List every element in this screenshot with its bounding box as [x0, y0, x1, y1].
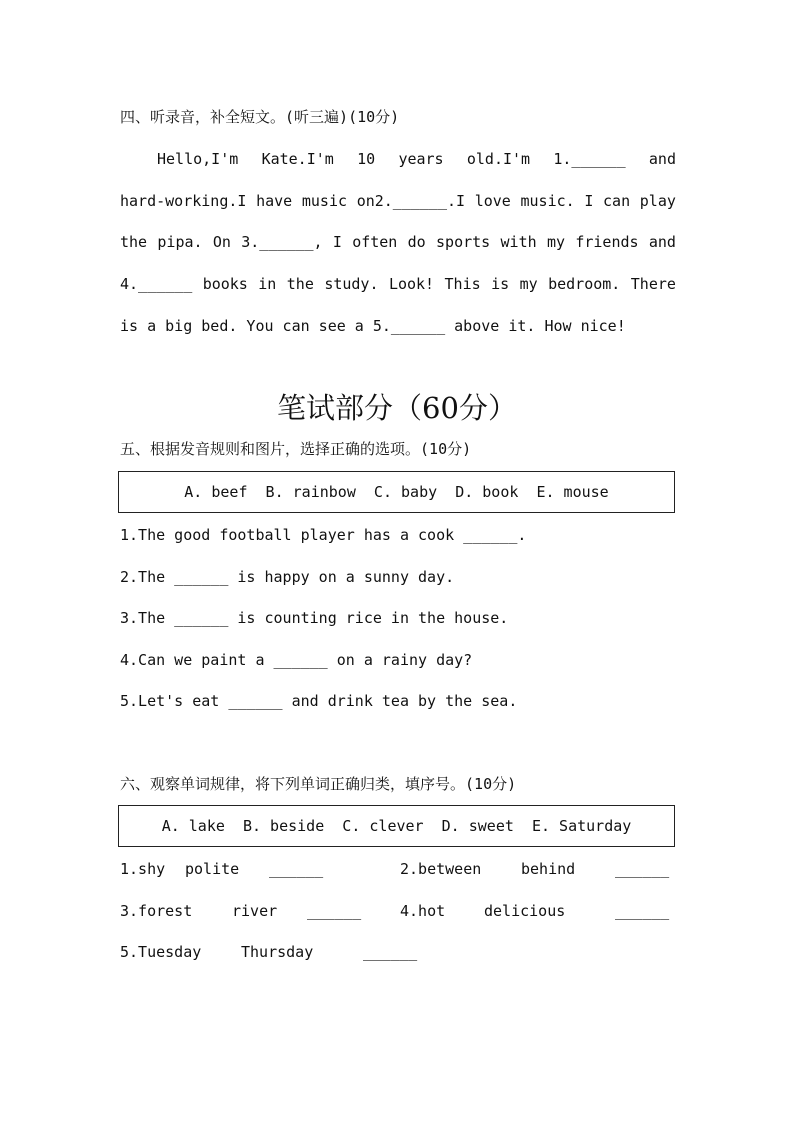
passage-word: my [519, 275, 538, 293]
section6-item-4-word2: delicious [484, 902, 566, 920]
section6-item-1-word1: 1.shy [120, 860, 166, 878]
passage-word: study. [324, 275, 379, 293]
passage-word: the [120, 233, 148, 251]
section6-item-5-word1: 5.Tuesday [120, 943, 202, 961]
written-part-heading: 笔试部分（60分） [277, 391, 517, 425]
section6-item-4-blank: ______ [615, 902, 670, 920]
blank-1: 1.______ [553, 150, 626, 168]
passage-word: and [648, 233, 676, 251]
passage-line-3 [120, 232, 676, 252]
passage-word: hard-working.I [120, 192, 247, 210]
section6-item-4-word1: 4.hot [400, 902, 446, 920]
passage-line-1 [157, 149, 676, 169]
section6-options-box: A. lake B. beside C. clever D. sweet E. Saturday [118, 805, 675, 847]
section6-item-3-blank: ______ [307, 902, 362, 920]
passage-word: Hello,I'm [157, 150, 239, 168]
passage-line-4 [120, 274, 676, 294]
section5-item-3: 3.The ______ is counting rice in the house. [120, 609, 509, 627]
passage-word: On [212, 233, 231, 251]
passage-word: friends [575, 233, 639, 251]
passage-word: music. [520, 192, 575, 210]
passage-word: books [202, 275, 248, 293]
passage-word: often [352, 233, 398, 251]
section6-item-2-word1: 2.between [400, 860, 482, 878]
passage-word: I [332, 233, 342, 251]
passage-word: I [584, 192, 594, 210]
passage-word: sports [436, 233, 491, 251]
section6-item-2-word2: behind [521, 860, 576, 878]
section6-item-2-blank: ______ [615, 860, 670, 878]
passage-word: is [491, 275, 510, 293]
section4-title: 四、听录音，补全短文。(听三遍)(10分) [120, 108, 400, 126]
passage-word: 10 [357, 150, 376, 168]
section5-options-box: A. beef B. rainbow C. baby D. book E. mouse [118, 471, 675, 513]
section6-item-1-word2: polite [185, 860, 240, 878]
passage-word: Look! [388, 275, 435, 293]
blank-4: 4.______ [120, 275, 193, 293]
passage-word: bedroom. [548, 275, 621, 293]
passage-word: have [256, 192, 293, 210]
passage-line-2 [120, 191, 676, 211]
passage-word: do [407, 233, 426, 251]
passage-word: Kate.I'm [261, 150, 334, 168]
section6-item-5-word2: Thursday [241, 943, 314, 961]
passage-word: music [301, 192, 348, 210]
passage-word: and [648, 150, 676, 168]
passage-word: can [603, 192, 631, 210]
passage-word: the [286, 275, 314, 293]
passage-word: years [398, 150, 444, 168]
passage-word: love [474, 192, 511, 210]
section5-item-5: 5.Let's eat ______ and drink tea by the sea. [120, 692, 518, 710]
passage-word: my [546, 233, 566, 251]
section6-item-5-blank: ______ [363, 943, 418, 961]
section5-title: 五、根据发音规则和图片，选择正确的选项。(10分) [120, 440, 472, 458]
passage-word: pipa. [157, 233, 203, 251]
section6-item-3-word1: 3.forest [120, 902, 193, 920]
section5-item-4: 4.Can we paint a ______ on a rainy day? [120, 651, 473, 669]
passage-line-5: is a big bed. You can see a 5.______ above it. How nice! [120, 317, 626, 335]
section5-item-1: 1.The good football player has a cook ______. [120, 526, 527, 544]
blank-3: 3.______, [241, 233, 323, 251]
passage-word: with [500, 233, 537, 251]
passage-word: play [639, 192, 676, 210]
passage-word: in [258, 275, 277, 293]
passage-word: This [444, 275, 481, 293]
section6-item-3-word2: river [232, 902, 278, 920]
blank-2: on2.______.I [356, 192, 466, 210]
passage-word: There [630, 275, 676, 293]
section6-item-1-blank: ______ [269, 860, 324, 878]
section6-title: 六、观察单词规律，将下列单词正确归类，填序号。(10分) [120, 775, 517, 793]
passage-word: old.I'm [466, 150, 531, 168]
section5-item-2: 2.The ______ is happy on a sunny day. [120, 568, 455, 586]
